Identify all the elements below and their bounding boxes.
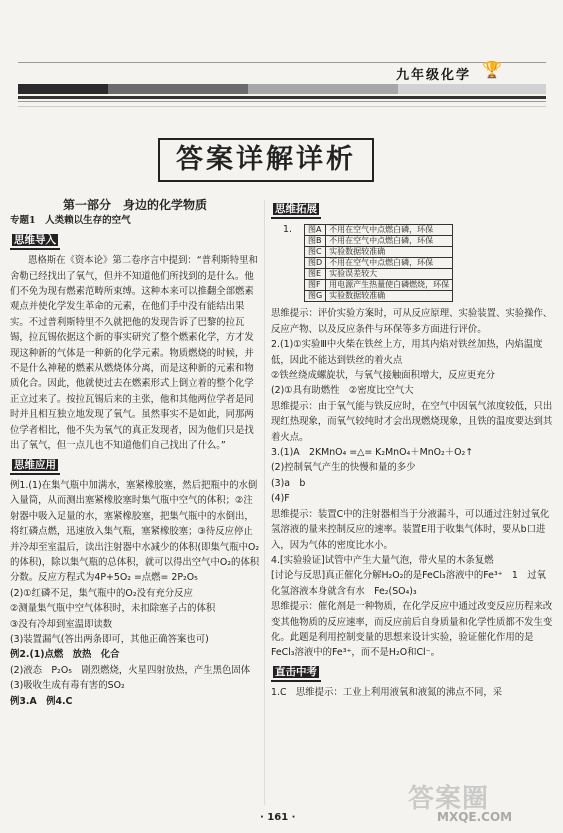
page-number: · 161 · xyxy=(260,812,296,823)
example-1-c: ②测量集气瓶中空气体积时，未扣除塞子占的体积 xyxy=(10,603,216,615)
example-2-b: (2)液态 P₂O₅ 剧烈燃烧，火星四射放热，产生黑色固体 xyxy=(10,664,251,676)
tag-thinking-application xyxy=(10,458,60,475)
example-1-d: ③没有冷却到室温即读数 xyxy=(10,618,113,630)
question-4-b: [讨论与反思]真正催化分解H₂O₂的是FeCl₃溶液中的Fe³⁺ 1 过氧化氢溶液本身就含有水 Fe₂(SO₄)₃ xyxy=(271,570,547,597)
grade-title: 九年级化学 xyxy=(396,68,472,83)
main-title: 答案详解详析 xyxy=(158,138,374,182)
watermark-url: MXQE.COM xyxy=(437,810,513,824)
table-cell-figure: 图C xyxy=(304,247,325,258)
tag-label: 思维应用 xyxy=(14,458,56,471)
table-cell-evaluation: 不用在空气中点燃白磷，环保 xyxy=(326,236,453,247)
header-rule xyxy=(18,62,546,63)
table-row xyxy=(304,236,452,247)
question-number: 1. xyxy=(283,224,292,236)
tag-label: 直击中考 xyxy=(275,665,317,678)
table-cell-evaluation: 不用在空气中点燃白磷，环保 xyxy=(326,225,453,236)
example-1 xyxy=(10,478,260,586)
table-row xyxy=(304,225,452,236)
question-3-b: (2)控制氧气产生的快慢和量的多少 xyxy=(271,462,416,474)
tag-label: 思维拓展 xyxy=(275,203,317,215)
tag-thinking-extension xyxy=(271,202,321,219)
question-4-a: 4.[实验验证]试管中产生大量气泡，带火星的木条复燃 xyxy=(271,554,494,566)
table-cell-evaluation: 不用在空气中点燃白磷，环保 xyxy=(326,258,453,269)
table-cell-figure: 图E xyxy=(304,269,325,280)
example-1-text: 例1.(1)在集气瓶中加满水，塞紧橡胶塞，然后把瓶中的水倒入量筒，从而测出塞紧橡胶塞时集气瓶中空气的体积；②注射器中吸入足量的水，塞紧橡胶塞，把集气瓶中的水倒出，将红磷点燃，迅速放入集气瓶，塞紧橡胶塞；③待反应停止并冷却至室温后，读出注射器中水减少的体积(即集气瓶中O₂的体积)，除以集气瓶的总体积，就可以得出空气中O₂的体积分数。反应方程式为 xyxy=(10,479,260,584)
table-cell-evaluation: 实验数据较准确 xyxy=(326,291,453,302)
table-cell-evaluation: 实验数据较准确 xyxy=(326,247,453,258)
hint-4: 思维提示：催化剂是一种物质，在化学反应中通过改变反应历程来改变其他物质的反应速率，而反应前后自身质量和化学性质都不发生变化。此题是利用控制变量的思想来设计实验，验证催化作用的是FeCl₃溶液中的Fe³⁺，而不是H₂O和Cl⁻。 xyxy=(271,601,553,659)
tag-label: 思维导入 xyxy=(14,233,56,246)
question-2-b: ②铁丝绕成螺旋状，与氧气接触面积增大，反应更充分 xyxy=(271,370,496,382)
table-row xyxy=(304,258,452,269)
table-row xyxy=(304,247,452,258)
table-cell-figure: 图G xyxy=(304,291,325,302)
table-cell-figure: 图F xyxy=(304,280,325,291)
trophy-icon: 🏆 xyxy=(482,60,502,79)
table-row xyxy=(304,269,452,280)
example-2-a: 例2.(1)点燃 放热 化合 xyxy=(10,649,120,661)
watermark-logo: 答案圈 xyxy=(408,784,490,814)
left-column xyxy=(10,198,260,709)
equation: 4P+5O₂ =点燃= 2P₂O₅ xyxy=(94,572,198,584)
hint-3: 思维提示：装置C中的注射器相当于分液漏斗，可以通过注射过氧化氢溶液的量来控制反应的速率。装置E用于收集气体时，要从b口进入，因为气体的密度比水小。 xyxy=(271,508,550,551)
hint-2: 思维提示：由于氧气能与铁反应时，在空气中因氧气浓度较低，只出现红热现象，而氧气较纯时才会出现燃烧现象，且铁的温度要达到其着火点。 xyxy=(271,400,553,443)
decorative-band xyxy=(18,84,546,94)
evaluation-table xyxy=(304,224,453,302)
question-3-d: (4)F xyxy=(271,493,290,505)
column-divider xyxy=(264,200,265,805)
question-5: 1.C 思维提示：工业上利用液氧和液氮的沸点不同，采 xyxy=(271,687,503,699)
question-1 xyxy=(271,222,554,306)
hint-1: 思维提示：评价实验方案时，可从反应原理、实验装置、实验操作、反应产物、以及反应条件与环保等多方面进行评价。 xyxy=(271,308,553,335)
question-2-c: (2)①具有助燃性 ②密度比空气大 xyxy=(271,385,414,397)
table-row xyxy=(304,280,452,291)
tag-thinking-intro xyxy=(10,233,60,250)
table-cell-figure: 图A xyxy=(304,225,325,236)
question-2-a: 2.(1)①实验Ⅲ中火柴在铁丝上方，用其内焰对铁丝加热，内焰温度低，因此不能达到铁丝的着火点 xyxy=(271,339,543,366)
table-cell-figure: 图B xyxy=(304,236,325,247)
table-cell-figure: 图D xyxy=(304,258,325,269)
table-cell-evaluation: 用电源产生热量使白磷燃烧，环保 xyxy=(326,280,453,291)
right-column xyxy=(271,198,554,701)
example-2-c: (3)吸收生成有毒有害的SO₂ xyxy=(10,680,125,692)
table-cell-evaluation: 实验误差较大 xyxy=(326,269,453,280)
example-1-b: (2)①红磷不足，集气瓶中的O₂没有充分反应 xyxy=(10,587,193,599)
table-row xyxy=(304,291,452,302)
example-1-e: (3)装置漏气(答出两条即可，其他正确答案也可) xyxy=(10,633,209,645)
topic-title: 专题1 人类赖以生存的空气 xyxy=(10,215,131,227)
tag-exam-focus xyxy=(271,665,321,682)
section-title: 第一部分 身边的化学物质 xyxy=(62,198,207,212)
question-3-a: 3.(1)A 2KMnO₄ =△= K₂MnO₄＋MnO₂＋O₂↑ xyxy=(271,447,474,459)
intro-paragraph: 恩格斯在《资本论》第二卷序言中提到：“普利斯特里和舍勒已经找出了氧气，但并不知道他们所找到的是什么。他们不免为现有燃素范畴所束缚。这种本来可以推翻全部燃素观点并使化学发生革命的元素，在他们手中没有能结出果实。不过普利斯特里不久就把他的发现告诉了巴黎的拉瓦锡，拉瓦锡依据这个新的事实研究了整个燃素化学，方才发现这种新的气体是一种新的化学元素。物质燃烧的时候，并不是什么神秘的燃素从燃烧体分离，而是这种新的元素和物质化合。因此，他就使过去在燃素形式上倒立着的整个化学正立过来了。按拉瓦锡后来的主张，他和其他两位学者是同时并且相互独立地发现了氧气。虽然事实不是如此，同那两位学者相比，他不失为氧气的真正发现者，因为他们只是找出了氧气，但一点儿也不知道他们自己找出了什么。” xyxy=(10,255,258,452)
question-3-c: (3)a b xyxy=(271,477,306,489)
example-3-4: 例3.A 例4.C xyxy=(10,695,73,707)
